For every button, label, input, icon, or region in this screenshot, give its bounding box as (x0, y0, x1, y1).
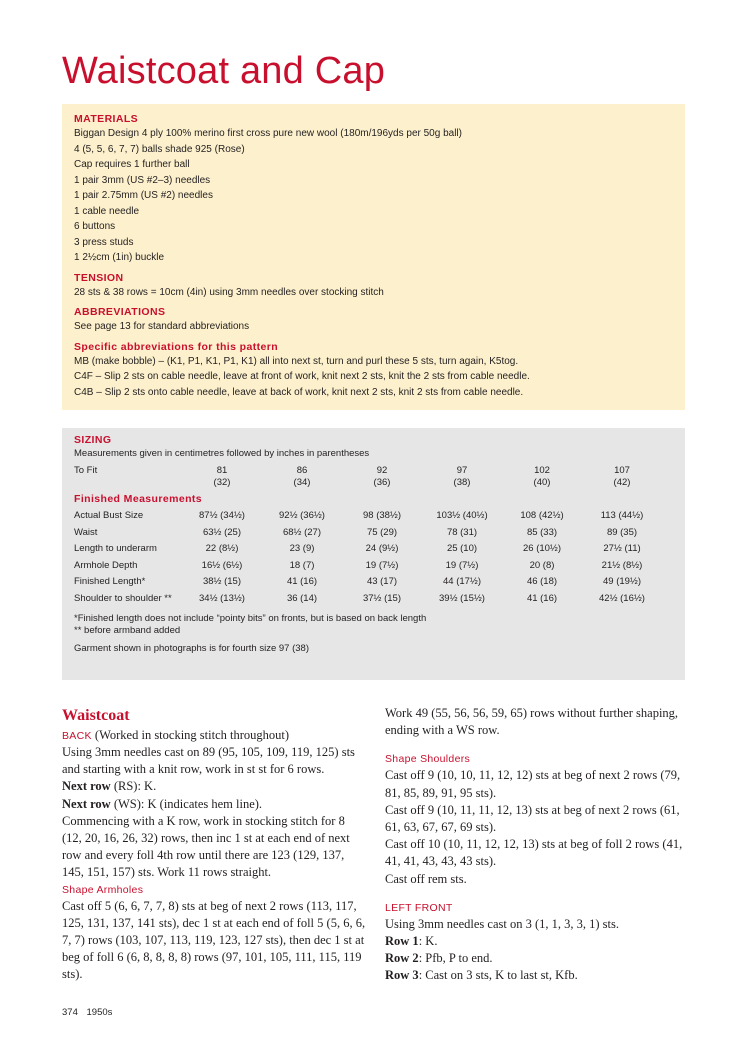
next-row-rs (62, 778, 367, 795)
page-number: 374 (62, 1007, 78, 1018)
measurement-label: Length to underarm (74, 543, 157, 554)
abbreviations-text: See page 13 for standard abbreviations (74, 321, 250, 332)
to-fit-size (582, 465, 662, 493)
measurement-value: 78 (31) (446, 526, 478, 538)
measurement-value: 22 (8½) (205, 543, 239, 554)
measurement-value: 98 (38½) (362, 510, 402, 521)
measurement-row (74, 593, 662, 610)
measurement-value: 21½ (8½) (601, 559, 643, 571)
measurement-value: 63½ (25) (202, 526, 242, 538)
armholes-paragraph: Cast off 5 (6, 6, 7, 7, 8) sts at beg of next 2 rows (113, 117, 125, 131, 137, 141 sts), dec 1 st at each end of foll 5 (5, 6, 6, 7, 7) rows (103, 107, 113, 119, 123, 127 sts), then dec 1 st at beg of foll 6 (6, 8, 8, 8, 8) rows (97, 101, 105, 111, 115, 119 sts). (62, 898, 366, 982)
tension-text: 28 sts & 38 rows = 10cm (4in) using 3mm needles over stocking stitch (74, 286, 384, 298)
measurement-value: 49 (19½) (602, 576, 642, 587)
measurement-value: 43 (17) (366, 576, 398, 587)
materials-item: 3 press studs (74, 236, 134, 248)
measurement-value: 44 (17½) (442, 576, 482, 587)
size-in: (42) (613, 477, 631, 488)
materials-item: 4 (5, 5, 6, 7, 7) balls shade 925 (Rose) (74, 143, 245, 155)
materials-box (62, 104, 685, 410)
measurement-value: 16½ (6½) (201, 559, 243, 571)
sizing-box (62, 428, 685, 680)
left-front-heading: LEFT FRONT (385, 901, 453, 914)
measurement-label: Waist (74, 526, 98, 538)
right-paragraph-1: Work 49 (55, 56, 56, 59, 65) rows without further shaping, ending with a WS row. (385, 706, 679, 738)
size-cm: 102 (534, 465, 550, 476)
size-cm: 97 (456, 465, 468, 476)
measurement-row (74, 560, 662, 577)
tension-heading: TENSION (74, 271, 124, 284)
measurement-value: 85 (33) (526, 526, 558, 538)
next-row-label: Next row (62, 796, 111, 811)
shoulders-paragraph-3: Cast off 10 (10, 11, 12, 12, 13) sts at beg of foll 2 rows (41, 41, 41, 43, 43, 43 sts). (385, 837, 683, 869)
page-footer (62, 1007, 118, 1018)
materials-item: 1 cable needle (74, 205, 140, 217)
materials-list (74, 126, 673, 266)
shoulders-paragraph-1: Cast off 9 (10, 10, 11, 12, 12) sts at beg of next 2 rows (79, 81, 85, 89, 91, 95 sts). (385, 768, 681, 800)
to-fit-size (502, 465, 582, 493)
page-title: Waistcoat and Cap (62, 50, 386, 92)
measurement-value: 41 (16) (526, 592, 558, 604)
shoulders-paragraph-2: Cast off 9 (10, 11, 11, 12, 13) sts at beg of next 2 rows (61, 61, 63, 67, 67, 69 sts). (385, 802, 680, 835)
measurement-value: 23 (9) (289, 543, 315, 554)
to-fit-label: To Fit (74, 465, 98, 476)
measurement-value: 39½ (15½) (439, 592, 485, 604)
size-cm: 81 (216, 465, 228, 476)
row-3 (385, 967, 685, 984)
measurement-value: 19 (7½) (445, 559, 479, 571)
row-1 (385, 933, 685, 950)
to-fit-size (262, 465, 342, 493)
row-2 (385, 950, 685, 967)
next-row-label: Next row (62, 779, 111, 794)
measurement-label: Shoulder to shoulder ** (74, 592, 172, 604)
to-fit-row (74, 465, 662, 493)
measurement-value: 108 (42½) (520, 510, 564, 521)
next-row-text: (WS): K (indicates hem line). (110, 796, 263, 811)
materials-heading: MATERIALS (74, 113, 139, 125)
measurement-value: 103½ (40½) (436, 510, 488, 521)
waistcoat-heading: Waistcoat (62, 707, 130, 724)
abbreviations-heading: ABBREVIATIONS (74, 306, 166, 318)
measurement-value: 20 (8) (529, 559, 555, 571)
section-label: 1950s (86, 1007, 113, 1018)
measurement-value: 113 (44½) (600, 510, 644, 521)
size-in: (38) (453, 477, 471, 488)
materials-item: 6 buttons (74, 221, 116, 232)
measurement-label: Actual Bust Size (74, 510, 144, 521)
specific-abbreviations-list (74, 354, 673, 401)
specific-abbreviation-item: C4B – Slip 2 sts onto cable needle, leave at back of work, knit next 2 sts, knit 2 sts from cable needle. (74, 386, 524, 398)
back-heading (62, 727, 367, 744)
size-in: (32) (213, 477, 231, 488)
sizing-heading: SIZING (74, 434, 112, 446)
row-text: : K. (418, 934, 438, 949)
size-in: (40) (533, 477, 551, 488)
specific-abbreviation-item: C4F – Slip 2 sts on cable needle, leave at front of work, knit next 2 sts, knit the 2 sts from cable needle. (74, 371, 530, 382)
shape-armholes-heading: Shape Armholes (62, 883, 144, 896)
left-column (62, 705, 367, 984)
size-in: (34) (293, 477, 311, 488)
back-paragraph-2: Commencing with a K row, work in stocking stitch for 8 (12, 20, 16, 26, 32) rows, then inc 1 st at each end of next row and every foll 4th row until there are 123 (129, 137, 145, 151, 157) sts. Work 11 rows straight. (62, 813, 350, 880)
measurement-value: 34½ (13½) (199, 592, 245, 604)
back-paragraph-1: Using 3mm needles cast on 89 (95, 105, 109, 119, 125) sts and starting with a knit row, work in st st for 6 rows. (62, 745, 355, 777)
measurement-value: 37½ (15) (362, 592, 402, 604)
materials-item: Biggan Design 4 ply 100% merino first cross pure new wool (180m/196yds per 50g ball) (74, 128, 462, 139)
materials-item: 1 2½cm (1in) buckle (74, 252, 165, 263)
back-label: BACK (62, 730, 92, 742)
specific-abbreviation-item: MB (make bobble) – (K1, P1, K1, P1, K1) all into next st, turn and purl these 5 sts, turn again, K5tog. (74, 355, 519, 367)
measurement-value: 42½ (16½) (599, 592, 645, 604)
footnote-armband: ** before armband added (74, 625, 181, 636)
measurement-value: 18 (7) (289, 559, 315, 571)
measurement-value: 25 (10) (446, 543, 478, 554)
materials-item: Cap requires 1 further ball (74, 159, 190, 170)
row-label: Row 2 (385, 951, 419, 966)
finished-measurements-heading: Finished Measurements (74, 493, 203, 505)
measurement-row (74, 510, 662, 527)
footnote-length: *Finished length does not include “pointy bits” on fronts, but is based on back length (74, 613, 427, 624)
next-row-ws (62, 796, 367, 813)
row-text: : Cast on 3 sts, K to last st, Kfb. (418, 968, 578, 983)
measurement-value: 68½ (27) (282, 526, 322, 538)
to-fit-size (422, 465, 502, 493)
sizing-table (74, 465, 662, 609)
measurement-value: 89 (35) (606, 526, 638, 538)
row-label: Row 1 (385, 934, 419, 949)
next-row-text: (RS): K. (110, 779, 157, 794)
finished-measurements-row (74, 493, 662, 510)
measurement-value: 38½ (15) (202, 576, 242, 587)
row-label: Row 3 (385, 968, 419, 983)
measurement-value: 36 (14) (286, 592, 318, 604)
size-cm: 86 (296, 465, 308, 476)
footnote-garment: Garment shown in photographs is for fourth size 97 (38) (74, 643, 309, 654)
measurement-row (74, 527, 662, 544)
size-cm: 92 (376, 465, 388, 476)
size-cm: 107 (614, 465, 630, 476)
measurement-value: 26 (10½) (522, 543, 562, 554)
measurement-value: 75 (29) (366, 526, 398, 538)
measurement-row (74, 576, 662, 593)
specific-abbreviations-heading: Specific abbreviations for this pattern (74, 340, 279, 353)
measurement-row (74, 543, 662, 560)
measurement-label: Finished Length* (74, 576, 146, 587)
row-text: : Pfb, P to end. (418, 951, 493, 966)
measurement-value: 41 (16) (286, 576, 318, 587)
to-fit-size (182, 465, 262, 493)
shoulders-paragraph-4: Cast off rem sts. (385, 871, 467, 886)
left-front-paragraph: Using 3mm needles cast on 3 (1, 1, 3, 3, 1) sts. (385, 916, 620, 931)
materials-item: 1 pair 2.75mm (US #2) needles (74, 190, 213, 201)
shape-shoulders-heading: Shape Shoulders (385, 753, 471, 766)
measurement-value: 92½ (36½) (279, 510, 325, 521)
right-column (385, 705, 685, 985)
back-note: (Worked in stocking stitch throughout) (91, 728, 290, 742)
measurement-value: 19 (7½) (365, 559, 399, 571)
measurement-value: 27½ (11) (603, 543, 641, 554)
size-in: (36) (373, 477, 391, 488)
to-fit-size (342, 465, 422, 493)
materials-item: 1 pair 3mm (US #2–3) needles (74, 174, 211, 186)
measurement-label: Armhole Depth (74, 559, 138, 571)
measurement-value: 87½ (34½) (199, 510, 245, 521)
sizing-note: Measurements given in centimetres followed by inches in parentheses (74, 448, 370, 459)
measurement-value: 24 (9½) (365, 543, 399, 554)
measurement-value: 46 (18) (526, 576, 558, 587)
